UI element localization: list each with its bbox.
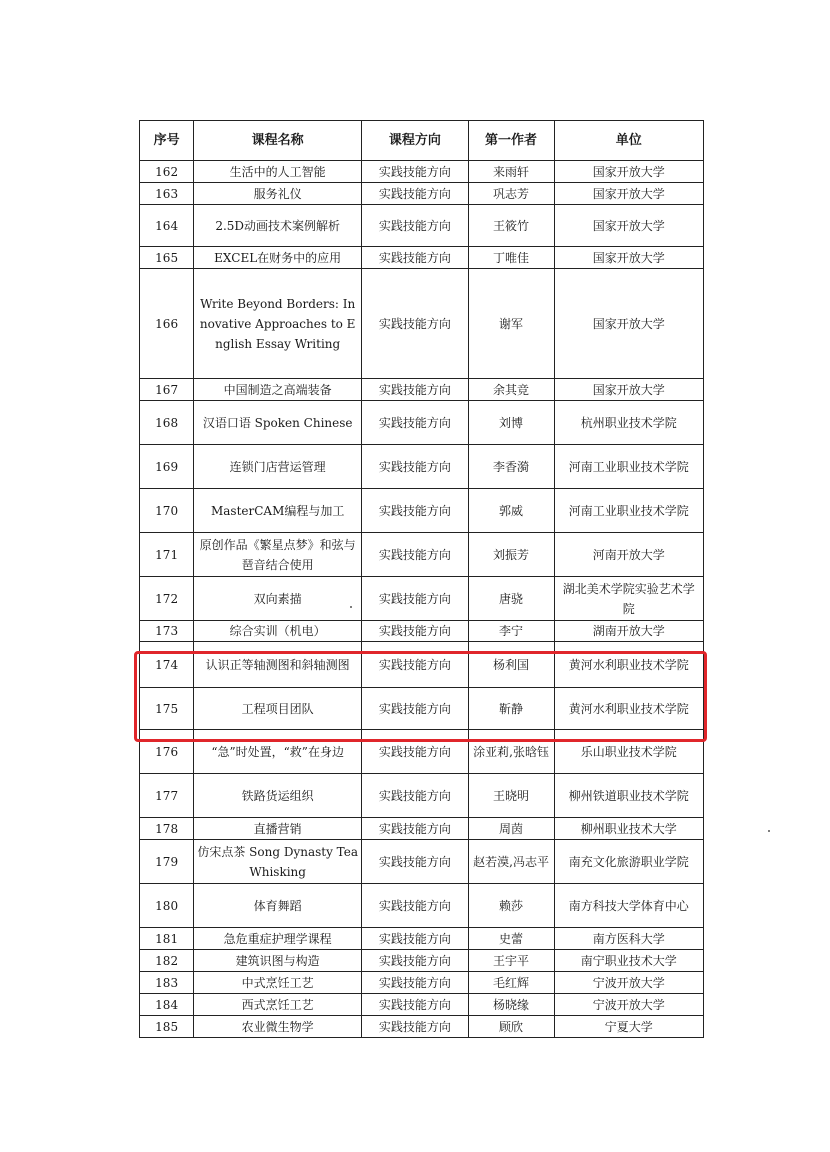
cell-course-name: EXCEL在财务中的应用: [194, 247, 362, 269]
cell-index: 163: [140, 183, 194, 205]
header-course-direction: 课程方向: [362, 121, 468, 161]
cell-author: 王筱竹: [468, 205, 554, 247]
cell-unit: 国家开放大学: [554, 247, 703, 269]
cell-index: 180: [140, 884, 194, 928]
cell-direction: 实践技能方向: [362, 269, 468, 379]
cell-author: 顾欣: [468, 1016, 554, 1038]
cell-course-name: Write Beyond Borders: Innovative Approaches to English Essay Writing: [194, 269, 362, 379]
cell-course-name: 服务礼仪: [194, 183, 362, 205]
cell-direction: 实践技能方向: [362, 161, 468, 183]
cell-index: 162: [140, 161, 194, 183]
cell-direction: 实践技能方向: [362, 928, 468, 950]
cell-course-name: 急危重症护理学课程: [194, 928, 362, 950]
cell-unit: 湖北美术学院实验艺术学院: [554, 577, 703, 621]
table-row: [140, 205, 704, 247]
table-row: [140, 994, 704, 1016]
cell-direction: 实践技能方向: [362, 205, 468, 247]
cell-direction: 实践技能方向: [362, 401, 468, 445]
cell-direction: 实践技能方向: [362, 730, 468, 774]
cell-course-name: 生活中的人工智能: [194, 161, 362, 183]
cell-author: 李宁: [468, 621, 554, 642]
cell-unit: 南宁职业技术大学: [554, 950, 703, 972]
cell-author: 丁唯佳: [468, 247, 554, 269]
cell-unit: 宁波开放大学: [554, 994, 703, 1016]
cell-course-name: 中式烹饪工艺: [194, 972, 362, 994]
cell-index: 184: [140, 994, 194, 1016]
cell-index: 185: [140, 1016, 194, 1038]
cell-unit: 国家开放大学: [554, 269, 703, 379]
header-course-name: 课程名称: [194, 121, 362, 161]
cell-author: 周茵: [468, 818, 554, 840]
table-row: [140, 183, 704, 205]
cell-unit: 柳州铁道职业技术学院: [554, 774, 703, 818]
cell-direction: 实践技能方向: [362, 1016, 468, 1038]
cell-course-name: 铁路货运组织: [194, 774, 362, 818]
cell-author: 杨利国: [468, 642, 554, 688]
cell-index: 169: [140, 445, 194, 489]
cell-direction: 实践技能方向: [362, 972, 468, 994]
cell-direction: 实践技能方向: [362, 183, 468, 205]
cell-author: 余其竞: [468, 379, 554, 401]
table-row: [140, 533, 704, 577]
cell-course-name: 双向素描: [194, 577, 362, 621]
cell-course-name: 原创作品《繁星点梦》和弦与琶音结合使用: [194, 533, 362, 577]
cell-index: 181: [140, 928, 194, 950]
course-table: [139, 120, 704, 1038]
table-row: [140, 445, 704, 489]
table-row: [140, 161, 704, 183]
header-unit: 单位: [554, 121, 703, 161]
cell-course-name: 西式烹饪工艺: [194, 994, 362, 1016]
cell-author: 赖莎: [468, 884, 554, 928]
cell-index: 182: [140, 950, 194, 972]
table-row: [140, 730, 704, 774]
cell-unit: 黄河水利职业技术学院: [554, 688, 703, 730]
cell-unit: 南充文化旅游职业学院: [554, 840, 703, 884]
cell-unit: 国家开放大学: [554, 183, 703, 205]
cell-course-name: 中国制造之高端装备: [194, 379, 362, 401]
table-row: [140, 401, 704, 445]
cell-unit: 国家开放大学: [554, 205, 703, 247]
cell-course-name: 直播营销: [194, 818, 362, 840]
scan-speck: [768, 830, 770, 832]
cell-index: 168: [140, 401, 194, 445]
cell-unit: 河南开放大学: [554, 533, 703, 577]
table-body: [140, 161, 704, 1038]
table-row: [140, 840, 704, 884]
cell-index: 170: [140, 489, 194, 533]
cell-index: 171: [140, 533, 194, 577]
table-row: [140, 928, 704, 950]
cell-course-name: 体育舞蹈: [194, 884, 362, 928]
cell-unit: 黄河水利职业技术学院: [554, 642, 703, 688]
cell-direction: 实践技能方向: [362, 950, 468, 972]
cell-course-name: 连锁门店营运管理: [194, 445, 362, 489]
cell-index: 177: [140, 774, 194, 818]
cell-unit: 宁夏大学: [554, 1016, 703, 1038]
cell-unit: 南方医科大学: [554, 928, 703, 950]
cell-course-name: 建筑识图与构造: [194, 950, 362, 972]
cell-direction: 实践技能方向: [362, 774, 468, 818]
cell-index: 165: [140, 247, 194, 269]
cell-author: 刘博: [468, 401, 554, 445]
cell-author: 巩志芳: [468, 183, 554, 205]
table-row: [140, 489, 704, 533]
cell-author: 来雨轩: [468, 161, 554, 183]
cell-direction: 实践技能方向: [362, 577, 468, 621]
cell-course-name: 2.5D动画技术案例解析: [194, 205, 362, 247]
cell-direction: 实践技能方向: [362, 379, 468, 401]
table-header-row: [140, 121, 704, 161]
cell-course-name: 认识正等轴测图和斜轴测图: [194, 642, 362, 688]
table-row: [140, 972, 704, 994]
cell-direction: 实践技能方向: [362, 621, 468, 642]
cell-direction: 实践技能方向: [362, 884, 468, 928]
table-row: [140, 642, 704, 688]
cell-author: 毛红辉: [468, 972, 554, 994]
cell-index: 173: [140, 621, 194, 642]
cell-index: 176: [140, 730, 194, 774]
cell-index: 164: [140, 205, 194, 247]
cell-course-name: MasterCAM编程与加工: [194, 489, 362, 533]
cell-unit: 河南工业职业技术学院: [554, 445, 703, 489]
table-row: [140, 774, 704, 818]
cell-direction: 实践技能方向: [362, 533, 468, 577]
cell-author: 郭威: [468, 489, 554, 533]
cell-course-name: 仿宋点茶 Song Dynasty Tea Whisking: [194, 840, 362, 884]
cell-unit: 河南工业职业技术学院: [554, 489, 703, 533]
cell-index: 174: [140, 642, 194, 688]
cell-direction: 实践技能方向: [362, 247, 468, 269]
cell-direction: 实践技能方向: [362, 994, 468, 1016]
table-row: [140, 818, 704, 840]
cell-unit: 乐山职业技术学院: [554, 730, 703, 774]
cell-author: 杨晓缘: [468, 994, 554, 1016]
cell-unit: 国家开放大学: [554, 379, 703, 401]
table-row: [140, 884, 704, 928]
cell-author: 李香漪: [468, 445, 554, 489]
cell-direction: 实践技能方向: [362, 840, 468, 884]
cell-direction: 实践技能方向: [362, 642, 468, 688]
cell-author: 赵若漠,冯志平: [468, 840, 554, 884]
cell-index: 183: [140, 972, 194, 994]
cell-unit: 国家开放大学: [554, 161, 703, 183]
table-row: [140, 247, 704, 269]
cell-unit: 南方科技大学体育中心: [554, 884, 703, 928]
cell-author: 靳静: [468, 688, 554, 730]
scan-speck: [350, 606, 352, 608]
cell-course-name: 工程项目团队: [194, 688, 362, 730]
cell-direction: 实践技能方向: [362, 818, 468, 840]
table-row: [140, 269, 704, 379]
cell-direction: 实践技能方向: [362, 445, 468, 489]
cell-direction: 实践技能方向: [362, 688, 468, 730]
cell-author: 刘振芳: [468, 533, 554, 577]
header-first-author: 第一作者: [468, 121, 554, 161]
cell-author: 唐骁: [468, 577, 554, 621]
table-row: [140, 950, 704, 972]
cell-unit: 柳州职业技术大学: [554, 818, 703, 840]
cell-author: 王宇平: [468, 950, 554, 972]
header-index: 序号: [140, 121, 194, 161]
cell-author: 谢军: [468, 269, 554, 379]
cell-course-name: 农业微生物学: [194, 1016, 362, 1038]
cell-unit: 宁波开放大学: [554, 972, 703, 994]
table-row: [140, 379, 704, 401]
cell-index: 166: [140, 269, 194, 379]
cell-unit: 湖南开放大学: [554, 621, 703, 642]
cell-unit: 杭州职业技术学院: [554, 401, 703, 445]
cell-author: 史蕾: [468, 928, 554, 950]
cell-index: 167: [140, 379, 194, 401]
cell-index: 175: [140, 688, 194, 730]
cell-author: 涂亚莉,张晗钰: [468, 730, 554, 774]
cell-index: 172: [140, 577, 194, 621]
table-row: [140, 688, 704, 730]
cell-index: 178: [140, 818, 194, 840]
cell-course-name: 综合实训（机电）: [194, 621, 362, 642]
table-row: [140, 621, 704, 642]
cell-index: 179: [140, 840, 194, 884]
cell-direction: 实践技能方向: [362, 489, 468, 533]
table-row: [140, 1016, 704, 1038]
table-row: [140, 577, 704, 621]
cell-author: 王晓明: [468, 774, 554, 818]
cell-course-name: 汉语口语 Spoken Chinese: [194, 401, 362, 445]
cell-course-name: “急”时处置，“救”在身边: [194, 730, 362, 774]
